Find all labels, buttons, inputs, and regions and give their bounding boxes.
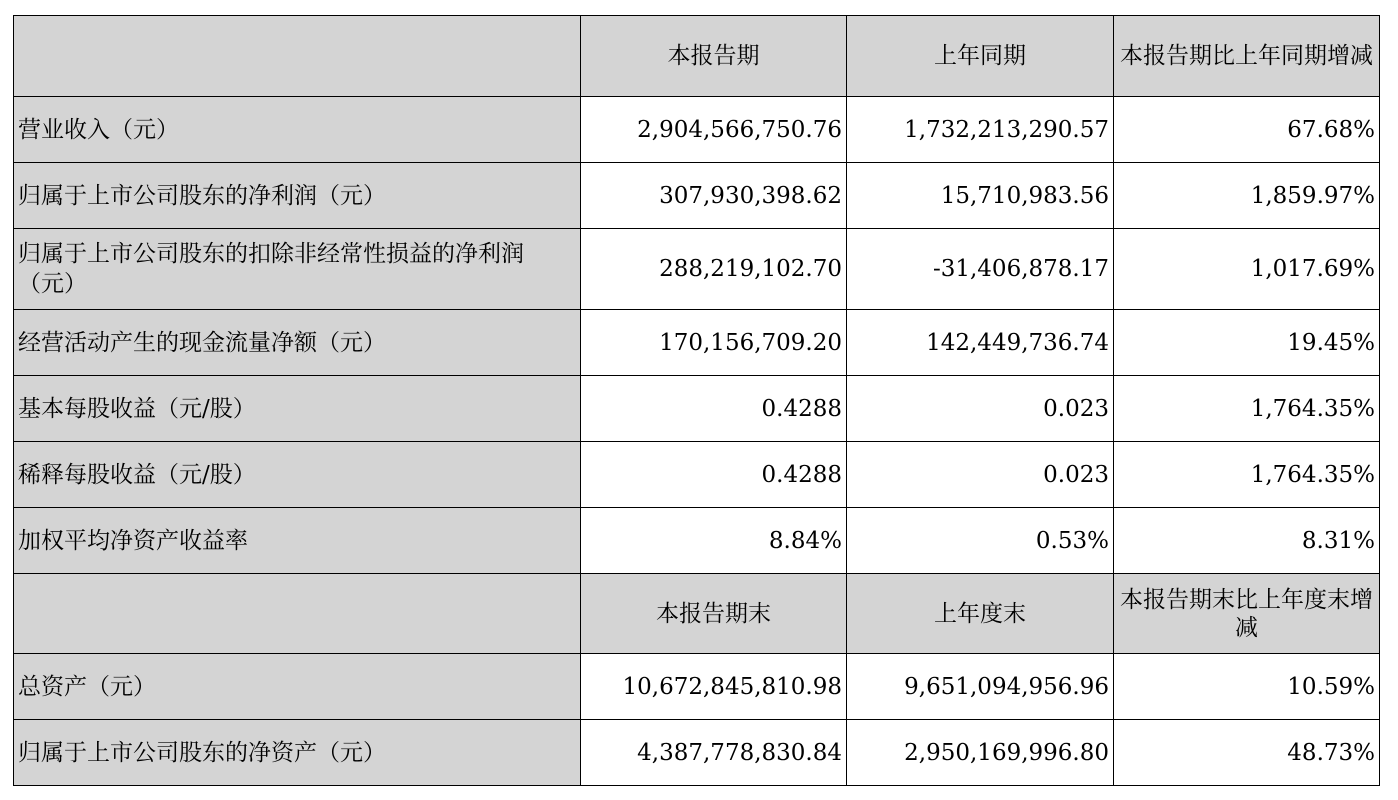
prior-value: 9,651,094,956.96 [847, 654, 1114, 720]
header-prior-year-end: 上年度末 [847, 574, 1114, 654]
prior-value: 0.023 [847, 442, 1114, 508]
change-value: 1,859.97% [1114, 163, 1380, 229]
table-row [14, 720, 1380, 786]
prior-value: 2,950,169,996.80 [847, 720, 1114, 786]
table-row [14, 508, 1380, 574]
change-value: 67.68% [1114, 97, 1380, 163]
current-value: 2,904,566,750.76 [581, 97, 847, 163]
current-value: 0.4288 [581, 376, 847, 442]
header-blank-cell [14, 16, 581, 97]
row-label: 归属于上市公司股东的扣除非经常性损益的净利润（元） [14, 229, 581, 310]
current-value: 8.84% [581, 508, 847, 574]
current-value: 288,219,102.70 [581, 229, 847, 310]
prior-value: -31,406,878.17 [847, 229, 1114, 310]
header-blank-cell [14, 574, 581, 654]
row-label: 总资产（元） [14, 654, 581, 720]
row-label: 基本每股收益（元/股） [14, 376, 581, 442]
change-value: 10.59% [1114, 654, 1380, 720]
change-value: 8.31% [1114, 508, 1380, 574]
prior-value: 142,449,736.74 [847, 310, 1114, 376]
prior-value: 0.53% [847, 508, 1114, 574]
header-current-period-end: 本报告期末 [581, 574, 847, 654]
row-label: 归属于上市公司股东的净利润（元） [14, 163, 581, 229]
current-value: 170,156,709.20 [581, 310, 847, 376]
prior-value: 1,732,213,290.57 [847, 97, 1114, 163]
table-row [14, 654, 1380, 720]
row-label: 加权平均净资产收益率 [14, 508, 581, 574]
table-row [14, 442, 1380, 508]
change-value: 48.73% [1114, 720, 1380, 786]
row-label: 经营活动产生的现金流量净额（元） [14, 310, 581, 376]
table-row [14, 97, 1380, 163]
row-label: 稀释每股收益（元/股） [14, 442, 581, 508]
header-prior-period: 上年同期 [847, 16, 1114, 97]
header-period-end-change: 本报告期末比上年度末增减 [1114, 574, 1380, 654]
table-row [14, 229, 1380, 310]
table-row [14, 376, 1380, 442]
table-row [14, 163, 1380, 229]
table-row [14, 310, 1380, 376]
change-value: 1,764.35% [1114, 442, 1380, 508]
current-value: 4,387,778,830.84 [581, 720, 847, 786]
header-period-change: 本报告期比上年同期增减 [1114, 16, 1380, 97]
current-value: 307,930,398.62 [581, 163, 847, 229]
change-value: 19.45% [1114, 310, 1380, 376]
current-value: 10,672,845,810.98 [581, 654, 847, 720]
prior-value: 15,710,983.56 [847, 163, 1114, 229]
header-row-period [14, 16, 1380, 97]
current-value: 0.4288 [581, 442, 847, 508]
row-label: 归属于上市公司股东的净资产（元） [14, 720, 581, 786]
prior-value: 0.023 [847, 376, 1114, 442]
header-current-period: 本报告期 [581, 16, 847, 97]
financial-summary-table [13, 15, 1380, 786]
header-row-period-end [14, 574, 1380, 654]
change-value: 1,764.35% [1114, 376, 1380, 442]
change-value: 1,017.69% [1114, 229, 1380, 310]
row-label: 营业收入（元） [14, 97, 581, 163]
